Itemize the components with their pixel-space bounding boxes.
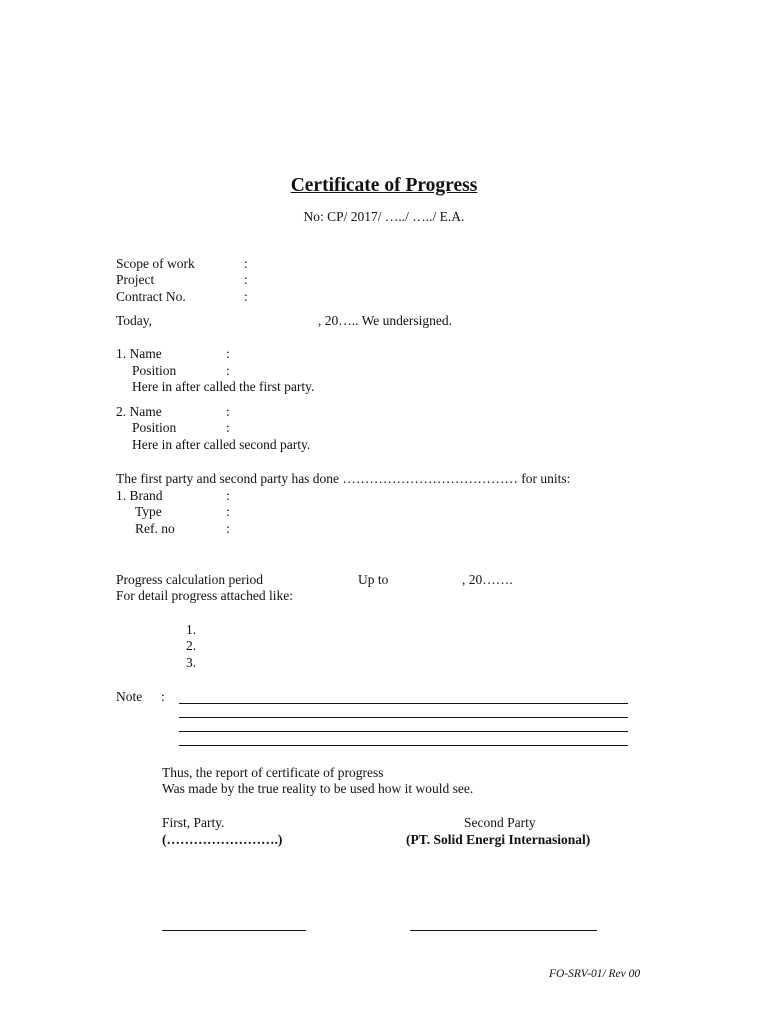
today-label: Today, [116, 313, 153, 328]
second-party-signature-line [410, 930, 597, 931]
party2-position-label: Position [132, 420, 177, 435]
party1-position-colon: : [226, 363, 230, 378]
note-label: Note [116, 689, 143, 704]
document-title: Certificate of Progress [290, 175, 478, 196]
note-colon: : [161, 689, 165, 704]
brand-label: 1. Brand [116, 488, 163, 503]
progress-year-text: , 20……. [462, 572, 513, 587]
done-line-text: The first party and second party has done ………………………………… for units: [116, 471, 571, 486]
project-label: Project [116, 272, 155, 287]
party2-position-colon: : [226, 420, 230, 435]
note-line-3 [179, 731, 628, 732]
party1-called-text: Here in after called the first party. [132, 379, 315, 394]
note-line-4 [179, 745, 628, 746]
form-code-footer: FO-SRV-01/ Rev 00 [549, 968, 641, 980]
brand-colon: : [226, 488, 230, 503]
ref-no-colon: : [226, 521, 230, 536]
type-colon: : [226, 504, 230, 519]
scope-of-work-colon: : [244, 256, 248, 271]
progress-period-label: Progress calculation period [116, 572, 263, 587]
note-line-2 [179, 717, 628, 718]
first-party-label: First, Party. [162, 815, 225, 830]
type-label: Type [135, 504, 162, 519]
progress-item-3: 3. [186, 655, 197, 670]
party1-position-label: Position [132, 363, 177, 378]
scope-of-work-label: Scope of work [116, 256, 195, 271]
party1-name-colon: : [226, 346, 230, 361]
closing-line-2: Was made by the true reality to be used how it would see. [162, 781, 474, 796]
party2-name-colon: : [226, 404, 230, 419]
contract-no-label: Contract No. [116, 289, 186, 304]
progress-item-1: 1. [186, 622, 197, 637]
second-party-name: (PT. Solid Energi Internasional) [406, 832, 591, 847]
project-colon: : [244, 272, 248, 287]
party2-called-text: Here in after called second party. [132, 437, 311, 452]
ref-no-label: Ref. no [135, 521, 175, 536]
second-party-label: Second Party [464, 815, 536, 830]
first-party-signature-line [162, 930, 306, 931]
note-line-1 [179, 703, 628, 704]
party2-name-label: 2. Name [116, 404, 162, 419]
progress-item-2: 2. [186, 638, 197, 653]
detail-progress-label: For detail progress attached like: [116, 588, 293, 603]
certificate-number: No: CP/ 2017/ …../ …../ E.A. [303, 209, 465, 224]
closing-line-1: Thus, the report of certificate of progress [162, 765, 384, 780]
party1-name-label: 1. Name [116, 346, 162, 361]
up-to-label: Up to [358, 572, 389, 587]
contract-no-colon: : [244, 289, 248, 304]
today-date-text: , 20….. We undersigned. [318, 313, 453, 328]
first-party-name: (…………………….) [162, 832, 283, 847]
